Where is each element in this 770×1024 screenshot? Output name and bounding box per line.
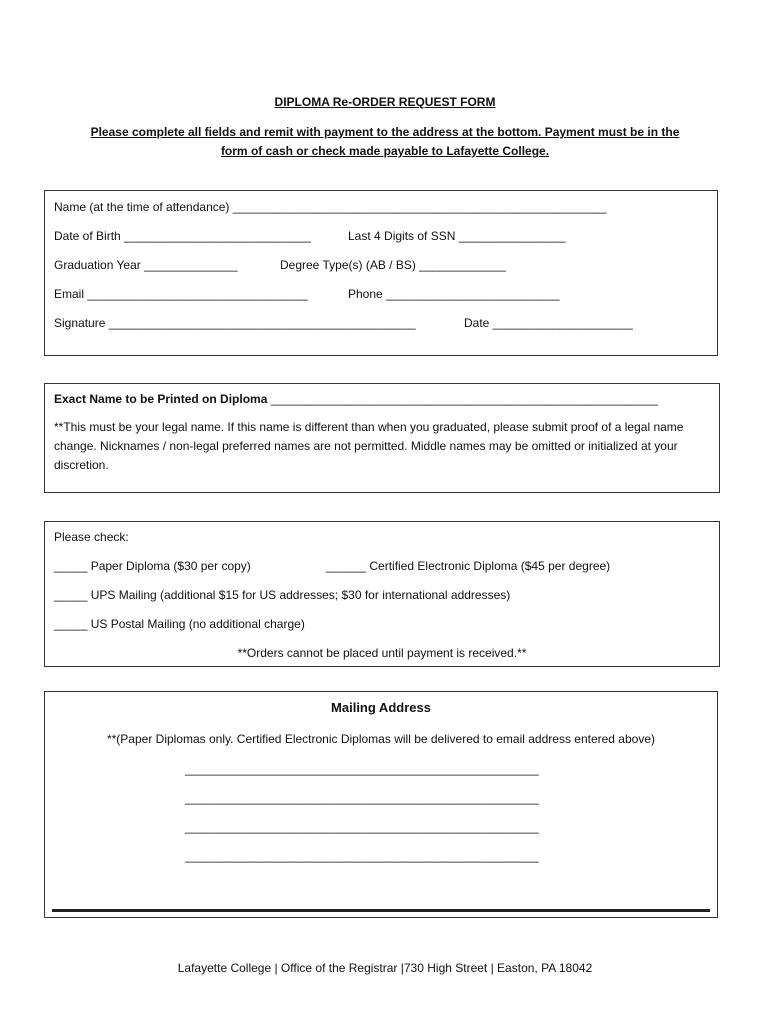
personal-info-section [44, 190, 718, 356]
mailing-address-section [44, 691, 718, 918]
options-section [44, 521, 720, 667]
mailing-note: **(Paper Diplomas only. Certified Electronic Diplomas will be delivered to email address entered above) [106, 732, 656, 746]
address-line-3[interactable]: _____________________________________________________ [185, 820, 539, 834]
ssn-field[interactable]: Last 4 Digits of SSN ________________ [348, 229, 566, 243]
form-instructions: Please complete all fields and remit with payment to the address at the bottom. Payment must be in the form of cash or check made payable to Lafayette College. [90, 125, 680, 158]
address-line-2[interactable]: _____________________________________________________ [185, 791, 539, 805]
form-title: DIPLOMA Re-ORDER REQUEST FORM [274, 95, 496, 109]
electronic-diploma-option[interactable]: ______ Certified Electronic Diploma ($45 per degree) [326, 559, 611, 573]
diploma-name-field[interactable] [54, 391, 658, 407]
diploma-name-section [44, 383, 720, 493]
diploma-name-blank[interactable]: __________________________________________________________ [270, 392, 658, 406]
diploma-name-label: Exact Name to be Printed on Diploma [54, 392, 268, 406]
section-divider [52, 909, 710, 912]
postal-mailing-option[interactable]: _____ US Postal Mailing (no additional charge) [54, 617, 305, 631]
date-field[interactable]: Date _____________________ [464, 316, 633, 330]
graduation-year-field[interactable]: Graduation Year ______________ [54, 258, 238, 272]
legal-name-note: **This must be your legal name. If this name is different than when you graduated, please submit proof of a legal name change. Nicknames / non-legal preferred names are not permitted. Middle names may be omitted or initialized at your discretion. [54, 420, 684, 472]
phone-field[interactable]: Phone __________________________ [348, 287, 560, 301]
mailing-address-heading: Mailing Address [331, 700, 431, 715]
payment-note: **Orders cannot be placed until payment is received.** [237, 646, 527, 660]
paper-diploma-option[interactable]: _____ Paper Diploma ($30 per copy) [54, 559, 251, 573]
footer-address: Lafayette College | Office of the Registrar |730 High Street | Easton, PA 18042 [177, 961, 593, 975]
signature-field[interactable]: Signature ______________________________________________ [54, 316, 416, 330]
email-field[interactable]: Email _________________________________ [54, 287, 308, 301]
address-line-4[interactable]: _____________________________________________________ [185, 849, 539, 863]
ups-mailing-option[interactable]: _____ UPS Mailing (additional $15 for US addresses; $30 for international addresses) [54, 588, 511, 602]
address-line-1[interactable]: _____________________________________________________ [185, 762, 539, 776]
dob-field[interactable]: Date of Birth ____________________________ [54, 229, 311, 243]
degree-type-field[interactable]: Degree Type(s) (AB / BS) _____________ [280, 258, 506, 272]
please-check-heading: Please check: [54, 530, 129, 544]
name-field[interactable]: Name (at the time of attendance) ________________________________________________________ [54, 200, 607, 214]
